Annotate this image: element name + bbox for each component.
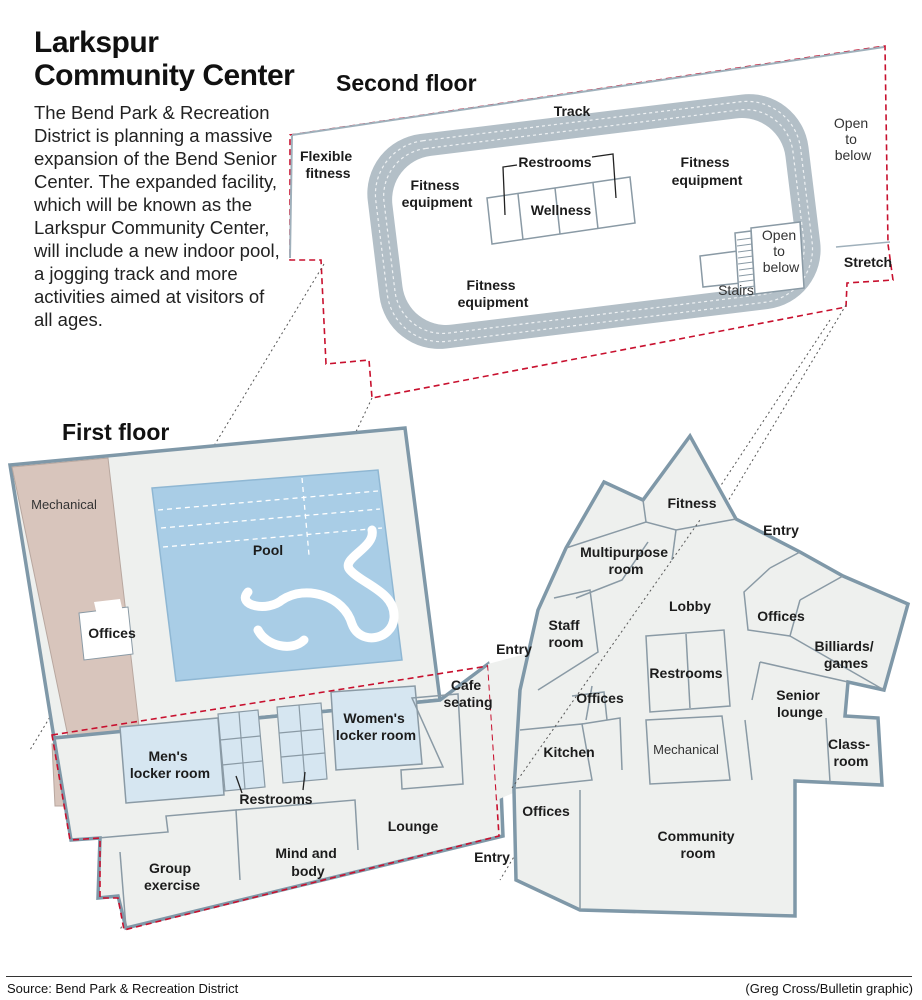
label-cafe-2: seating	[443, 694, 493, 710]
label-stretch: Stretch	[843, 254, 893, 270]
label-lobby: Lobby	[669, 598, 711, 614]
svg-text:Class- room	[828, 736, 874, 769]
label-offices-west: Offices	[88, 625, 136, 641]
label-community-1: Community	[657, 828, 735, 844]
label-flexible-2: fitness	[305, 165, 351, 181]
label-lounge: Lounge	[387, 818, 439, 834]
label-open-top-2: to	[845, 131, 857, 147]
label-wellness: Wellness	[530, 202, 592, 218]
label-entry-south: Entry	[474, 849, 510, 865]
label-mechanical-east: Mechanical	[653, 742, 719, 757]
label-fitness-right-2: equipment	[671, 172, 743, 188]
label-fitness-bottom-1: Fitness	[466, 277, 516, 293]
label-fitness: Fitness	[667, 495, 717, 511]
svg-text:Group exercise	[144, 860, 200, 893]
svg-text:Women's locker room	[336, 710, 416, 743]
label-billiards-2: games	[823, 655, 869, 671]
label-group-1: Group	[149, 860, 192, 876]
graphic-credit: (Greg Cross/Bulletin graphic)	[745, 981, 913, 996]
svg-text:Staff room	[548, 617, 583, 650]
label-fitness-right-1: Fitness	[680, 154, 730, 170]
label-womens-2: locker room	[335, 727, 417, 743]
svg-text:Fitness equipment	[402, 177, 473, 210]
label-stairs: Stairs	[718, 282, 754, 298]
label-fitness-bottom-2: equipment	[457, 294, 529, 310]
second-floor-title: Second floor	[336, 70, 477, 96]
label-open-stairs-1: Open	[761, 227, 797, 243]
label-flexible-1: Flexible	[299, 148, 353, 164]
label-womens-1: Women's	[343, 710, 405, 726]
label-multipurpose-2: room	[608, 561, 644, 577]
label-mind-2: body	[291, 863, 325, 879]
label-staff-2: room	[548, 634, 584, 650]
label-restrooms-center: Restrooms	[239, 791, 313, 807]
first-floor-title: First floor	[62, 419, 170, 445]
label-multipurpose-1: Multipurpose	[580, 544, 668, 560]
page-title	[34, 26, 294, 92]
label-mens-1: Men's	[148, 748, 188, 764]
label-mechanical-west: Mechanical	[31, 497, 97, 512]
footer-rule	[6, 976, 912, 977]
label-open-stairs-3: below	[762, 259, 800, 275]
svg-text:Flexible fitness	[300, 148, 356, 181]
svg-text:Billiards/ games	[814, 638, 877, 671]
label-fitness-left-1: Fitness	[410, 177, 460, 193]
label-offices-mid: Offices	[576, 690, 624, 706]
title-line-2: Community Center	[34, 59, 295, 92]
label-restrooms-east: Restrooms	[649, 665, 723, 681]
label-entry-north: Entry	[763, 522, 799, 538]
label-open-stairs-2: to	[773, 243, 785, 259]
title-line-1: Larkspur	[34, 26, 159, 59]
label-group-2: exercise	[143, 877, 201, 893]
label-mind-1: Mind and	[275, 845, 337, 861]
intro-paragraph: The Bend Park & Recreation District is planning a massive expansion of the Bend Senior Center. The expanded facility, which will be known as the Larkspur Community Center, will include a new indoor pool, a jogging track and more activities aimed at visitors of all ages.	[34, 102, 280, 330]
svg-text:Fitness equipment	[458, 277, 529, 310]
label-staff-1: Staff	[548, 617, 580, 633]
label-entry-west: Entry	[496, 641, 532, 657]
label-cafe-1: Cafe	[450, 677, 482, 693]
label-senior-2: lounge	[777, 704, 823, 720]
label-classroom-2: room	[833, 753, 869, 769]
label-offices-ne: Offices	[757, 608, 805, 624]
label-community-2: room	[680, 845, 716, 861]
first-floor-plan	[10, 428, 908, 930]
label-track: Track	[553, 103, 591, 119]
label-open-top-3: below	[834, 147, 872, 163]
label-pool: Pool	[252, 542, 284, 558]
label-fitness-left-2: equipment	[401, 194, 473, 210]
label-open-top-1: Open	[833, 115, 869, 131]
label-restrooms-upper: Restrooms	[518, 154, 592, 170]
label-mens-2: locker room	[129, 765, 211, 781]
label-kitchen: Kitchen	[543, 744, 595, 760]
label-billiards-1: Billiards/	[814, 638, 874, 654]
label-classroom-1: Class-	[828, 736, 871, 752]
label-senior-1: Senior	[776, 687, 820, 703]
source-credit: Source: Bend Park & Recreation District	[7, 981, 239, 996]
svg-text:Senior lounge	[776, 687, 823, 720]
label-offices-south: Offices	[522, 803, 570, 819]
